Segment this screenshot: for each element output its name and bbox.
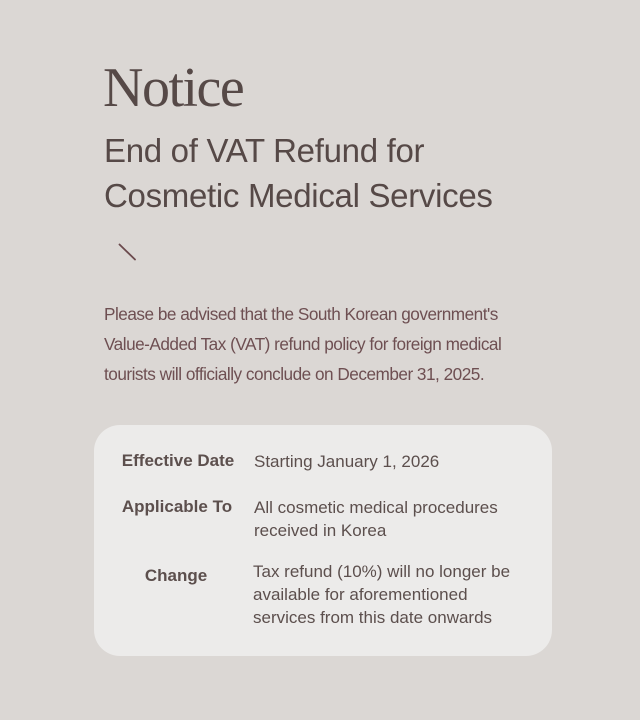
headline-line: End of VAT Refund for <box>104 132 425 169</box>
intro-line: tourists will officially conclude on December 31, 2025. <box>104 364 485 384</box>
policy-details-card <box>94 425 552 656</box>
detail-value-line: received in Korea <box>254 521 387 540</box>
detail-value-line: Tax refund (10%) will no longer be <box>253 562 511 581</box>
detail-value-line: services from this date onwards <box>253 608 493 627</box>
detail-label: Applicable To <box>121 497 233 516</box>
detail-value <box>254 496 544 542</box>
detail-value-line: Starting January 1, 2026 <box>254 452 440 471</box>
detail-label: Effective Date <box>121 451 235 470</box>
detail-value-line: available for aforementioned <box>253 585 468 604</box>
notice-title: Notice <box>103 57 244 119</box>
detail-value-line: All cosmetic medical procedures <box>254 498 498 517</box>
headline-line: Cosmetic Medical Services <box>104 177 493 214</box>
intro-line: Please be advised that the South Korean government's <box>104 304 498 324</box>
intro-paragraph <box>104 299 544 389</box>
diagonal-slash-icon <box>118 243 140 263</box>
intro-line: Value-Added Tax (VAT) refund policy for foreign medical <box>104 334 502 354</box>
detail-label: Change <box>144 566 208 585</box>
detail-value <box>254 450 544 473</box>
detail-value <box>253 560 543 629</box>
headline <box>104 128 604 218</box>
